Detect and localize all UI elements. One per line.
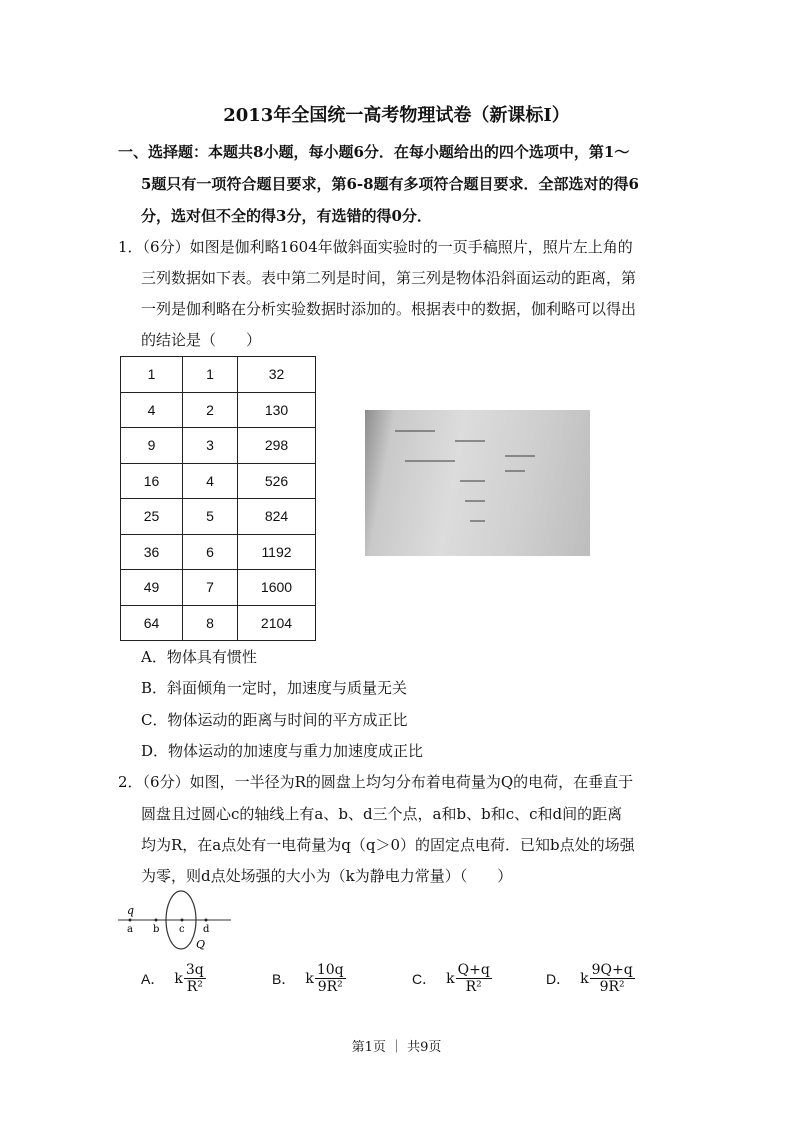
option-label: B． — [272, 970, 296, 987]
table-cell: 7 — [183, 570, 238, 606]
table-cell: 4 — [183, 463, 238, 499]
table-cell: 49 — [121, 570, 183, 606]
galileo-manuscript-photo — [365, 410, 590, 556]
numerator: 3q — [185, 962, 204, 978]
section-heading-line: 分，选对但不全的得3分，有选错的得0分． — [141, 207, 432, 225]
table-cell: 1 — [121, 357, 183, 393]
question-2-line: 为零，则d点处场强的大小为（k为静电力常量）（ ） — [141, 867, 513, 885]
table-cell: 824 — [238, 499, 316, 535]
table-row — [121, 357, 316, 393]
table-row — [121, 499, 316, 535]
table-cell: 4 — [121, 392, 183, 428]
table-cell: 6 — [183, 534, 238, 570]
question-1-line: 的结论是（ ） — [141, 331, 262, 349]
table-cell: 3 — [183, 428, 238, 464]
label-Q: Q — [196, 938, 206, 951]
table-cell: 25 — [121, 499, 183, 535]
q1-option-b: B．斜面倾角一定时，加速度与质量无关 — [141, 679, 408, 697]
q2-option-b — [272, 962, 346, 995]
table-cell: 2104 — [238, 605, 316, 641]
label-b: b — [153, 924, 160, 935]
q2-option-d — [546, 962, 635, 995]
question-1-line: 三列数据如下表。表中第二列是时间，第三列是物体沿斜面运动的距离，第 — [141, 269, 637, 287]
table-row — [121, 534, 316, 570]
table-cell: 1600 — [238, 570, 316, 606]
q1-option-c: C．物体运动的距离与时间的平方成正比 — [141, 711, 408, 729]
table-row — [121, 605, 316, 641]
table-row — [121, 570, 316, 606]
table-row — [121, 392, 316, 428]
galileo-data-table — [120, 356, 316, 641]
q1-option-a: A．物体具有惯性 — [141, 648, 257, 666]
constant-k: k — [446, 970, 455, 987]
table-cell: 298 — [238, 428, 316, 464]
section-heading-line: 5题只有一项符合题目要求，第6-8题有多项符合题目要求．全部选对的得6 — [141, 175, 639, 193]
constant-k: k — [580, 970, 589, 987]
page-title: 2013年全国统一高考物理试卷（新课标Ⅰ） — [223, 105, 570, 126]
table-cell: 1192 — [238, 534, 316, 570]
label-a: a — [127, 924, 133, 935]
option-label: C． — [412, 970, 437, 987]
table-cell: 9 — [121, 428, 183, 464]
question-2-line: 均为R，在a点处有一电荷量为q（q＞0）的固定点电荷．已知b点处的场强 — [141, 836, 635, 854]
label-q: q — [127, 904, 135, 917]
table-cell: 1 — [183, 357, 238, 393]
table-row — [121, 428, 316, 464]
label-d: d — [203, 924, 210, 935]
numerator: Q+q — [457, 962, 490, 978]
page-footer: 第1页 ｜ 共9页 — [351, 1040, 442, 1055]
question-2-line: 圆盘且过圆心c的轴线上有a、b、d三个点，a和b、b和c、c和d间的距离 — [141, 805, 623, 823]
table-cell: 64 — [121, 605, 183, 641]
q2-option-a — [141, 962, 206, 995]
table-cell: 2 — [183, 392, 238, 428]
table-cell: 32 — [238, 357, 316, 393]
option-label: D． — [546, 970, 571, 987]
numerator: 9Q+q — [591, 962, 633, 978]
table-cell: 16 — [121, 463, 183, 499]
question-2-line: 2．（6分）如图，一半径为R的圆盘上均匀分布着电荷量为Q的电荷，在垂直于 — [118, 773, 634, 791]
table-cell: 36 — [121, 534, 183, 570]
numerator: 10q — [316, 962, 344, 978]
denominator: R² — [186, 979, 203, 995]
question-1-line: 1．（6分）如图是伽利略1604年做斜面实验时的一页手稿照片，照片左上角的 — [118, 238, 633, 256]
denominator: 9R² — [317, 979, 343, 995]
table-cell: 8 — [183, 605, 238, 641]
table-cell: 526 — [238, 463, 316, 499]
label-c: c — [179, 924, 185, 935]
table-row — [121, 463, 316, 499]
section-heading-line: 一、选择题：本题共8小题，每小题6分．在每小题给出的四个选项中，第1～ — [118, 143, 630, 161]
denominator: R² — [465, 979, 482, 995]
q1-option-d: D．物体运动的加速度与重力加速度成正比 — [141, 742, 424, 760]
constant-k: k — [174, 970, 183, 987]
question-1-line: 一列是伽利略在分析实验数据时添加的。根据表中的数据，伽利略可以得出 — [141, 300, 637, 318]
denominator: 9R² — [599, 979, 625, 995]
charged-disk-diagram — [118, 890, 238, 955]
constant-k: k — [305, 970, 314, 987]
table-cell: 5 — [183, 499, 238, 535]
q2-option-c — [412, 962, 492, 995]
table-cell: 130 — [238, 392, 316, 428]
option-label: A． — [141, 970, 165, 987]
